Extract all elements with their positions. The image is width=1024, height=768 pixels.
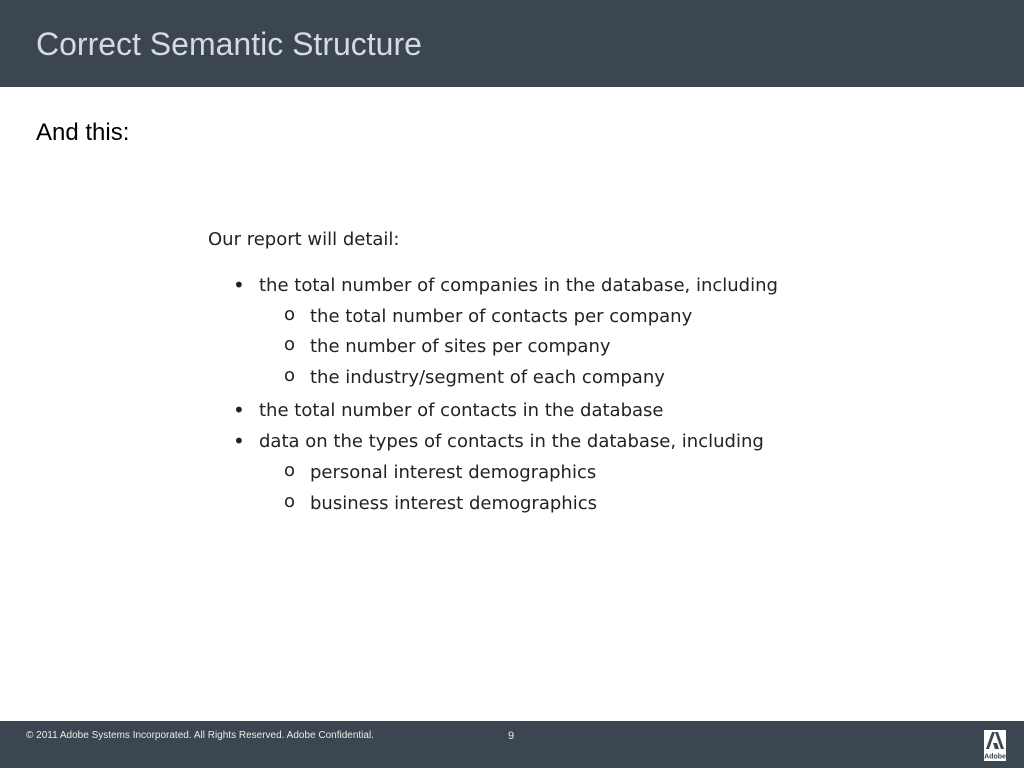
list-item <box>233 273 778 298</box>
list-item-text: personal interest demographics <box>310 462 597 483</box>
sub-bullet-marker: o <box>284 365 296 386</box>
list-item-text: the total number of contacts per company <box>310 306 693 327</box>
list-item <box>233 398 664 423</box>
bullet-marker: • <box>233 273 245 297</box>
list-item <box>284 334 611 359</box>
adobe-logo-icon <box>984 730 1006 761</box>
page-title: Correct Semantic Structure <box>36 26 422 62</box>
footer-bar <box>0 721 1024 768</box>
intro-text: And this: <box>36 119 130 146</box>
sub-bullet-marker: o <box>284 491 296 512</box>
header-bar <box>0 0 1024 87</box>
list-item-text: business interest demographics <box>310 493 597 514</box>
list-item-text: the total number of contacts in the database <box>259 400 664 421</box>
document-excerpt <box>208 224 848 524</box>
list-item-text: the number of sites per company <box>310 336 611 357</box>
list-item-text: data on the types of contacts in the database, including <box>259 431 764 452</box>
sub-bullet-marker: o <box>284 460 296 481</box>
sub-bullet-marker: o <box>284 334 296 355</box>
list-item-text: the total number of companies in the database, including <box>259 275 778 296</box>
page-number: 9 <box>508 730 515 742</box>
bullet-marker: • <box>233 429 245 453</box>
list-item <box>284 304 693 329</box>
bullet-marker: • <box>233 398 245 422</box>
list-item-text: the industry/segment of each company <box>310 367 665 388</box>
list-item <box>284 460 597 485</box>
copyright-notice: © 2011 Adobe Systems Incorporated. All Rights Reserved. Adobe Confidential. <box>26 730 374 741</box>
list-item <box>284 491 597 516</box>
excerpt-lead: Our report will detail: <box>208 229 400 250</box>
sub-bullet-marker: o <box>284 304 296 325</box>
list-item <box>233 429 764 454</box>
logo-wordmark: Adobe <box>984 753 1006 761</box>
list-item <box>284 365 665 390</box>
